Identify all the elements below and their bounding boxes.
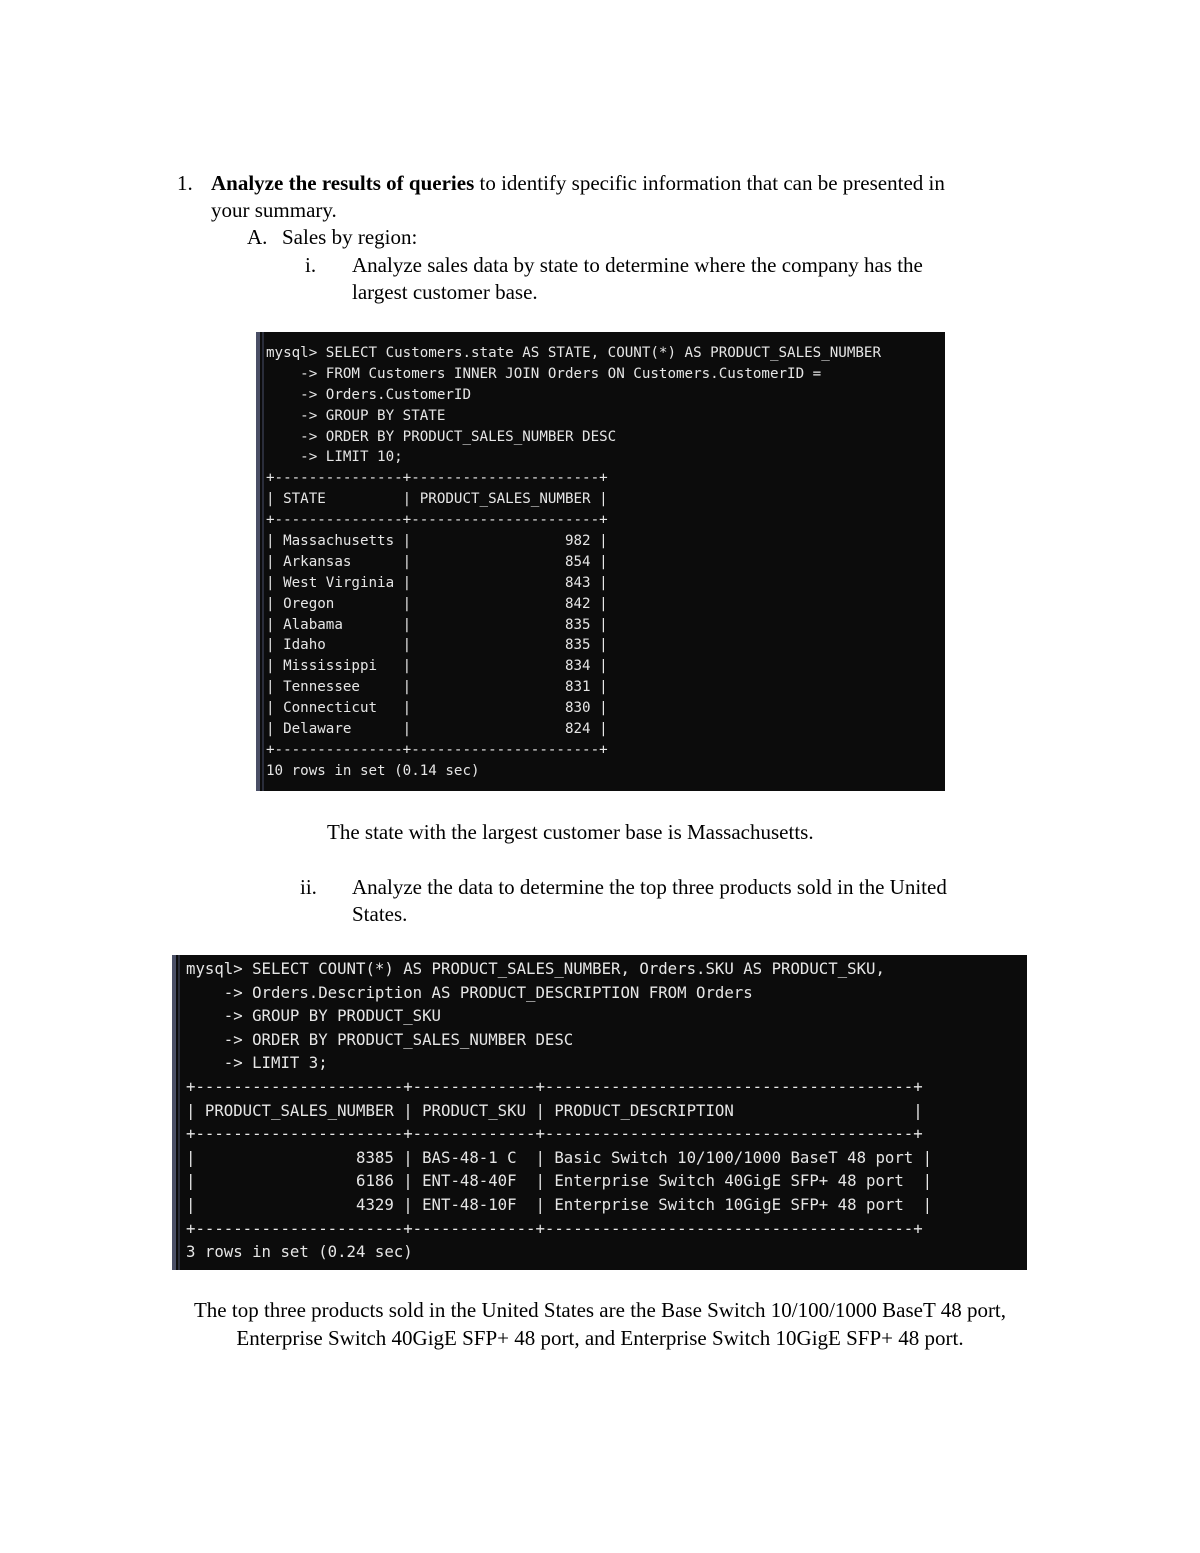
terminal-border xyxy=(256,332,260,791)
sub-ii-line2: States. xyxy=(352,902,408,926)
terminal-line: -> LIMIT 10; xyxy=(266,449,403,466)
terminal-line: +---------------+----------------------+ xyxy=(266,741,608,758)
terminal-line: -> GROUP BY STATE xyxy=(266,407,446,424)
terminal-line: | Alabama | 835 | xyxy=(266,616,608,633)
item1-rest-text: to identify specific information that can be presented in xyxy=(474,171,945,195)
terminal-line: +----------------------+-------------+---------------------------------------+ xyxy=(186,1218,923,1238)
terminal-line: +---------------+----------------------+ xyxy=(266,512,608,529)
terminal-border xyxy=(172,955,176,1270)
item1-line1 xyxy=(211,170,945,197)
item1-bold-heading: Analyze the results of queries xyxy=(211,171,475,195)
terminal-screenshot-state-sales xyxy=(256,332,945,791)
terminal-line: | 4329 | ENT-48-10F | Enterprise Switch 10GigE SFP+ 48 port | xyxy=(186,1194,933,1214)
result-top-products-line2: Enterprise Switch 40GigE SFP+ 48 port, and Enterprise Switch 10GigE SFP+ 48 port. xyxy=(236,1326,964,1350)
list-number-1: 1. xyxy=(177,171,193,195)
terminal-line: | West Virginia | 843 | xyxy=(266,574,608,591)
result-top-products-line1: The top three products sold in the United States are the Base Switch 10/100/1000 BaseT 48 port, xyxy=(193,1298,1007,1322)
sub-i-line1: Analyze sales data by state to determine where the company has the xyxy=(352,253,923,277)
terminal-output xyxy=(186,957,932,1264)
terminal-line: | Massachusetts | 982 | xyxy=(266,533,608,550)
terminal-line: -> Orders.CustomerID xyxy=(266,386,471,403)
terminal-line: | 6186 | ENT-48-40F | Enterprise Switch 40GigE SFP+ 48 port | xyxy=(186,1171,933,1191)
terminal-line: | Arkansas | 854 | xyxy=(266,553,608,570)
terminal-output xyxy=(266,343,881,782)
terminal-screenshot-top-products xyxy=(172,955,1027,1270)
terminal-border-inner xyxy=(262,332,264,791)
terminal-line: -> FROM Customers INNER JOIN Orders ON Customers.CustomerID = xyxy=(266,365,822,382)
terminal-border-inner xyxy=(178,955,180,1270)
sub-ii-label: ii. xyxy=(300,875,317,899)
terminal-line: | Connecticut | 830 | xyxy=(266,700,608,717)
terminal-line: mysql> SELECT Customers.state AS STATE, COUNT(*) AS PRODUCT_SALES_NUMBER xyxy=(266,345,881,361)
sub-a-label: A. xyxy=(247,225,268,249)
terminal-line: -> GROUP BY PRODUCT_SKU xyxy=(186,1006,442,1026)
terminal-line: -> ORDER BY PRODUCT_SALES_NUMBER DESC xyxy=(266,428,617,445)
sub-i-line2: largest customer base. xyxy=(352,280,538,304)
terminal-line: +----------------------+-------------+---------------------------------------+ xyxy=(186,1076,923,1096)
terminal-line: -> LIMIT 3; xyxy=(186,1053,328,1073)
sub-a-text: Sales by region: xyxy=(282,225,418,249)
terminal-line: +----------------------+-------------+---------------------------------------+ xyxy=(186,1124,923,1144)
terminal-line: | Tennessee | 831 | xyxy=(266,679,608,696)
terminal-line: | Delaware | 824 | xyxy=(266,721,608,738)
terminal-line: | PRODUCT_SALES_NUMBER | PRODUCT_SKU | PRODUCT_DESCRIPTION | xyxy=(186,1100,923,1120)
terminal-line: | Idaho | 835 | xyxy=(266,637,608,654)
sub-i-label: i. xyxy=(305,253,317,277)
sub-ii-line1: Analyze the data to determine the top three products sold in the United xyxy=(352,875,947,899)
terminal-line: 3 rows in set (0.24 sec) xyxy=(186,1242,413,1262)
item1-line2: your summary. xyxy=(211,198,337,222)
terminal-line: | 8385 | BAS-48-1 C | Basic Switch 10/100/1000 BaseT 48 port | xyxy=(186,1147,933,1167)
terminal-line: -> Orders.Description AS PRODUCT_DESCRIPTION FROM Orders xyxy=(186,982,753,1002)
terminal-line: | STATE | PRODUCT_SALES_NUMBER | xyxy=(266,491,608,508)
terminal-line: | Mississippi | 834 | xyxy=(266,658,608,675)
terminal-line: mysql> SELECT COUNT(*) AS PRODUCT_SALES_NUMBER, Orders.SKU AS PRODUCT_SKU, xyxy=(186,959,885,978)
terminal-line: 10 rows in set (0.14 sec) xyxy=(266,762,480,779)
terminal-line: +---------------+----------------------+ xyxy=(266,470,608,487)
terminal-line: | Oregon | 842 | xyxy=(266,595,608,612)
terminal-line: -> ORDER BY PRODUCT_SALES_NUMBER DESC xyxy=(186,1029,574,1049)
result-largest-customer-base: The state with the largest customer base is Massachusetts. xyxy=(327,820,814,844)
